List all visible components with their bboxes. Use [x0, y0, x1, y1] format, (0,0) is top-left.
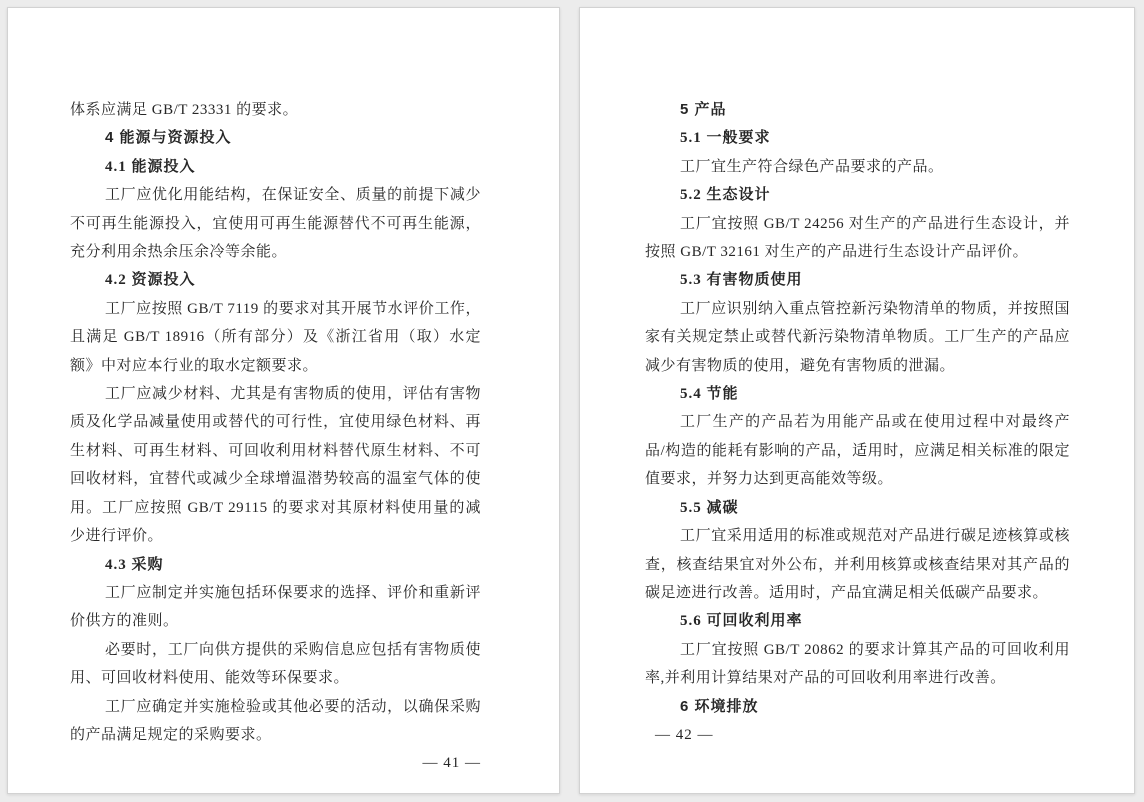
paragraph: 工厂宜采用适用的标准或规范对产品进行碳足迹核算或核查，核查结果宜对外公布，并利用核算或核查结果对其产品的碳足迹进行改善。适用时，产品宜满足相关低碳产品要求。: [645, 528, 1070, 601]
paragraph: 工厂应优化用能结构，在保证安全、质量的前提下减少不可再生能源投入，宜使用可再生能源替代不可再生能源，充分利用余热余压余冷等余能。: [70, 187, 481, 261]
section-heading: 4.2 资源投入: [105, 272, 196, 289]
paragraph: 工厂应制定并实施包括环保要求的选择、评价和重新评价供方的准则。: [70, 584, 481, 630]
paragraph: 必要时，工厂向供方提供的采购信息应包括有害物质使用、可回收材料使用、能效等环保要求。: [70, 641, 481, 687]
section-heading: 5.3 有害物质使用: [680, 272, 803, 289]
section-heading: 4.1 能源投入: [105, 158, 196, 175]
chapter-heading: 4 能源与资源投入: [105, 129, 232, 147]
chapter-heading: 5 产品: [680, 101, 727, 118]
section-heading: 5.6 可回收利用率: [680, 613, 803, 630]
page-number: — 41 —: [422, 755, 481, 772]
paragraph: 工厂生产的产品若为用能产品或在使用过程中对最终产品/构造的能耗有影响的产品，适用时，应满足相关标准的限定值要求，并努力达到更高能效等级。: [645, 414, 1070, 488]
section-heading: 5.4 节能: [680, 386, 739, 403]
chapter-heading: 6 环境排放: [680, 697, 759, 715]
paragraph: 工厂应减少材料、尤其是有害物质的使用，评估有害物质及化学品减量使用或替代的可行性，宜使用绿色材料、再生材料、可再生材料、可回收利用材料替代原生材料、不可回收材料，宜替代或减少全球增温潜势较高的温室气体的使用。工厂应按照 GB/T 29115 的要求对其原材料使用量的减少进行评价。: [70, 386, 481, 545]
document-page-41: [7, 7, 560, 794]
paragraph: 工厂应按照 GB/T 7119 的要求对其开展节水评价工作，且满足 GB/T 18916（所有部分）及《浙江省用（取）水定额》中对应本行业的取水定额要求。: [70, 300, 481, 374]
document-page-42: [579, 7, 1135, 794]
paragraph: 工厂应识别纳入重点管控新污染物清单的物质，并按照国家有关规定禁止或替代新污染物清单物质。工厂生产的产品应减少有害物质的使用，避免有害物质的泄漏。: [645, 300, 1070, 374]
section-heading: 5.2 生态设计: [680, 187, 771, 204]
paragraph: 工厂宜按照 GB/T 20862 的要求计算其产品的可回收利用率,并利用计算结果对产品的可回收利用率进行改善。: [645, 641, 1070, 687]
section-heading: 5.5 减碳: [680, 499, 739, 516]
paragraph-continuation: 体系应满足 GB/T 23331 的要求。: [70, 102, 299, 118]
paragraph: 工厂宜生产符合绿色产品要求的产品。: [680, 158, 944, 175]
page-number: — 42 —: [655, 726, 714, 743]
section-heading: 4.3 采购: [105, 556, 164, 573]
paragraph: 工厂宜按照 GB/T 24256 对生产的产品进行生态设计，并按照 GB/T 32161 对生产的产品进行生态设计产品评价。: [645, 215, 1070, 261]
paragraph: 工厂应确定并实施检验或其他必要的活动，以确保采购的产品满足规定的采购要求。: [70, 698, 481, 743]
section-heading: 5.1 一般要求: [680, 130, 771, 147]
